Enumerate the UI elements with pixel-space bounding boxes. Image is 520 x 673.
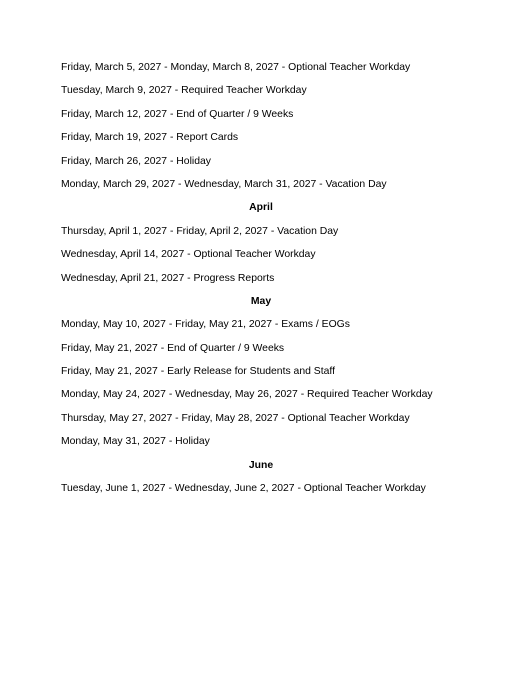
calendar-entry: Friday, March 5, 2027 - Monday, March 8, 2027 - Optional Teacher Workday [61, 62, 411, 73]
month-heading-april: April [249, 202, 273, 214]
calendar-entry: Monday, May 10, 2027 - Friday, May 21, 2027 - Exams / EOGs [61, 319, 350, 331]
calendar-entry: Tuesday, March 9, 2027 - Required Teacher Workday [61, 85, 307, 97]
calendar-entry: Friday, March 26, 2027 - Holiday [61, 155, 211, 167]
calendar-entry: Tuesday, June 1, 2027 - Wednesday, June 2, 2027 - Optional Teacher Workday [61, 483, 426, 495]
calendar-entry: Monday, March 29, 2027 - Wednesday, March 31, 2027 - Vacation Day [61, 178, 387, 190]
calendar-entry: Friday, May 21, 2027 - Early Release for Students and Staff [61, 366, 335, 378]
calendar-entry: Monday, May 31, 2027 - Holiday [61, 436, 210, 448]
calendar-entry: Friday, March 12, 2027 - End of Quarter / 9 Weeks [61, 108, 294, 120]
month-heading-may: May [250, 295, 272, 307]
calendar-entry: Friday, May 21, 2027 - End of Quarter / 9 Weeks [61, 342, 285, 354]
calendar-entry: Monday, May 24, 2027 - Wednesday, May 26, 2027 - Required Teacher Workday [61, 389, 433, 401]
calendar-list [61, 60, 461, 504]
calendar-entry: Wednesday, April 14, 2027 - Optional Teacher Workday [61, 249, 316, 261]
calendar-entry: Wednesday, April 21, 2027 - Progress Reports [61, 272, 275, 284]
calendar-entry: Friday, March 19, 2027 - Report Cards [61, 132, 239, 144]
calendar-entry: Thursday, May 27, 2027 - Friday, May 28, 2027 - Optional Teacher Workday [61, 412, 410, 424]
month-heading-june: June [248, 459, 274, 471]
calendar-entry: Thursday, April 1, 2027 - Friday, April 2, 2027 - Vacation Day [61, 225, 339, 237]
